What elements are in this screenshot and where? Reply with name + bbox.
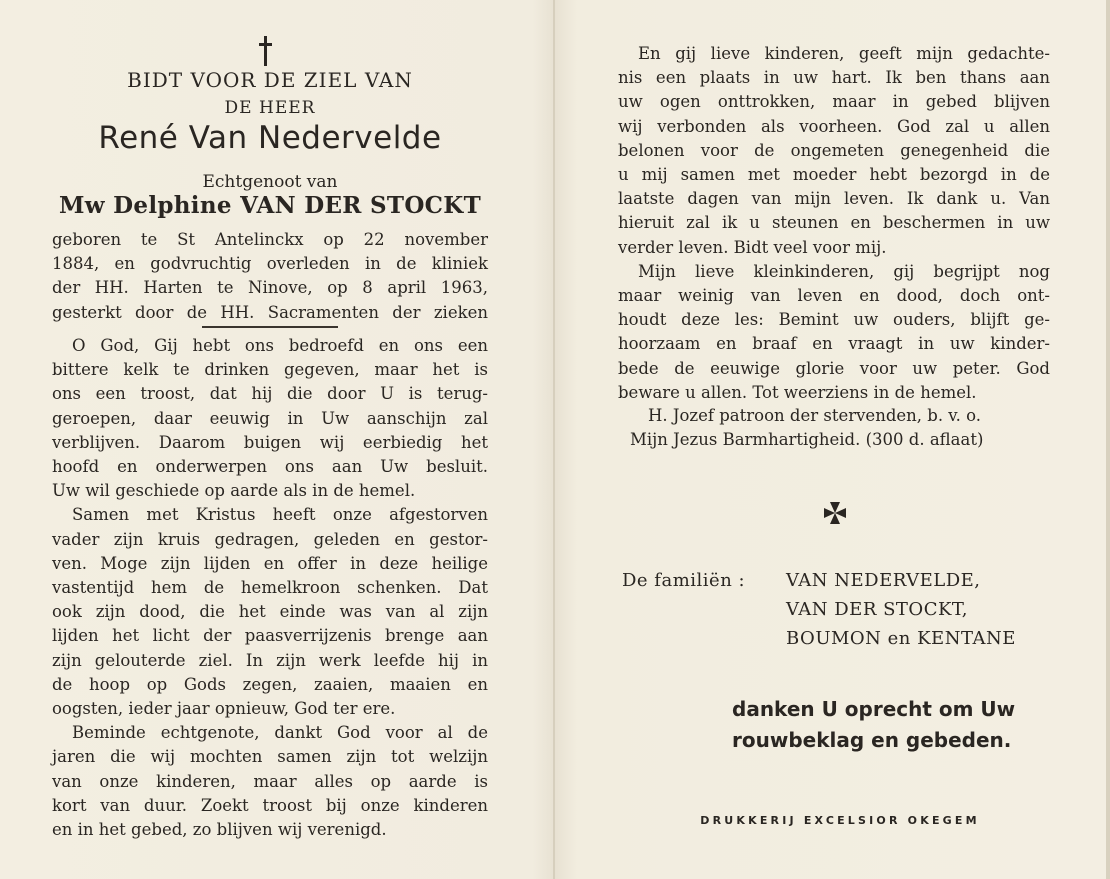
text-line: uw ogen onttrokken, maar in gebed blijven (618, 92, 1050, 112)
short-prayers (618, 404, 1050, 452)
text-line: ook zijn dood, die het einde was van al zijn (52, 602, 488, 622)
bio-line: gesterkt door de HH. Sacramenten der zieken (52, 302, 488, 322)
text-line: Samen met Kristus heeft onze afgestorven (72, 505, 488, 525)
divider (202, 326, 338, 328)
bio-line: 1884, en godvruchtig overleden in de kliniek (52, 254, 488, 274)
text-line: bede de eeuwige glorie voor uw peter. God (618, 358, 1050, 378)
text-line: ven. Moge zijn lijden en offer in deze heilige (52, 553, 488, 573)
text-line: kort van duur. Zoekt troost bij onze kinderen (52, 795, 488, 815)
text-line: O God, Gij hebt ons bedroefd en ons een (72, 336, 488, 355)
text-line: hoofd en onderwerpen ons aan Uw besluit. (52, 457, 488, 477)
thanks-line: rouwbeklag en gebeden. (732, 728, 1012, 752)
family-name: BOUMON en KENTANE (786, 628, 1016, 649)
text-line: beware u allen. Tot weerziens in de hemel. (618, 382, 977, 402)
text-line: geroepen, daar eeuwig in Uw aanschijn zal (52, 408, 488, 428)
text-line: Beminde echtgenote, dankt God voor al de (72, 723, 488, 743)
text-line: verblijven. Daarom buigen wij eerbiedig het (52, 432, 488, 452)
prayer-line: H. Jozef patroon der stervenden, b. v. o. (648, 406, 982, 425)
text-line: bittere kelk te drinken gegeven, maar het is (52, 360, 488, 380)
text-line: laatste dagen van mijn leven. Ik dank u. Van (618, 189, 1050, 209)
bio-line: der HH. Harten te Ninove, op 8 april 1963, (52, 278, 488, 298)
text-line: lijden het licht der paasverrijzenis brenge aan (52, 626, 488, 646)
text-line: En gij lieve kinderen, geeft mijn gedachte- (638, 44, 1050, 63)
text-line: ons een troost, dat hij die door U is terug- (52, 384, 488, 404)
printer-credit: DRUKKERIJ EXCELSIOR OKEGEM (700, 814, 980, 827)
card-edge (1106, 0, 1110, 879)
text-line: en in het gebed, zo blijven wij verenigd. (52, 820, 387, 840)
right-prayer-text (618, 42, 1050, 405)
heading-line-1: BIDT VOOR DE ZIEL VAN (127, 68, 413, 92)
text-line: hoorzaam en braaf en vraagt in uw kinder- (618, 334, 1050, 354)
text-line: wij verbonden als voorheen. God zal u allen (618, 116, 1050, 136)
text-line: hieruit zal ik u steunen en beschermen in uw (618, 213, 1050, 233)
text-line: vader zijn kruis gedragen, geleden en gestor- (52, 529, 488, 549)
thanks-line: danken U oprecht om Uw (732, 697, 1016, 721)
text-line: verder leven. Bidt veel voor mij. (618, 237, 887, 257)
biography (52, 228, 488, 325)
text-line: Uw wil geschiede op aarde als in de hemel. (52, 481, 416, 501)
text-line: maar weinig van leven en dood, doch ont- (618, 286, 1050, 306)
text-line: u mij samen met moeder hebt bezorgd in de (618, 165, 1050, 185)
thanks-message (732, 694, 1052, 756)
family-name: VAN NEDERVELDE, (786, 570, 981, 591)
center-fold (553, 0, 555, 879)
text-line: de hoop op Gods zegen, zaaien, maaien en (52, 674, 488, 694)
text-line: houdt deze les: Bemint uw ouders, blijft ge- (618, 310, 1050, 330)
prayer-line: Mijn Jezus Barmhartigheid. (300 d. aflaat) (630, 430, 984, 450)
deceased-name: René Van Nedervelde (98, 120, 442, 156)
spouse-name: Mw Delphine VAN DER STOCKT (59, 192, 481, 219)
latin-cross-icon (256, 36, 276, 66)
text-line: zijn gelouterde ziel. In zijn werk leefde hij in (52, 650, 488, 670)
text-line: vastentijd hem de hemelkroon schenken. Dat (52, 578, 488, 598)
families-label: De familiën : (622, 570, 746, 591)
text-line: jaren die wij mochten samen zijn tot welzijn (52, 747, 488, 767)
bio-line: geboren te St Antelinckx op 22 november (52, 230, 488, 249)
cross-pattee-icon (822, 500, 848, 526)
spouse-label: Echtgenoot van (202, 172, 338, 192)
text-line: nis een plaats in uw hart. Ik ben thans aan (618, 68, 1050, 88)
left-prayer-text (52, 334, 488, 842)
text-line: belonen voor de ongemeten genegenheid die (618, 140, 1050, 160)
text-line: Mijn lieve kleinkinderen, gij begrijpt nog (638, 261, 1050, 281)
text-line: oogsten, ieder jaar opnieuw, God ter ere. (52, 699, 396, 719)
text-line: van onze kinderen, maar alles op aarde is (52, 771, 488, 791)
family-name: VAN DER STOCKT, (786, 599, 968, 620)
heading-line-2: DE HEER (224, 98, 316, 118)
